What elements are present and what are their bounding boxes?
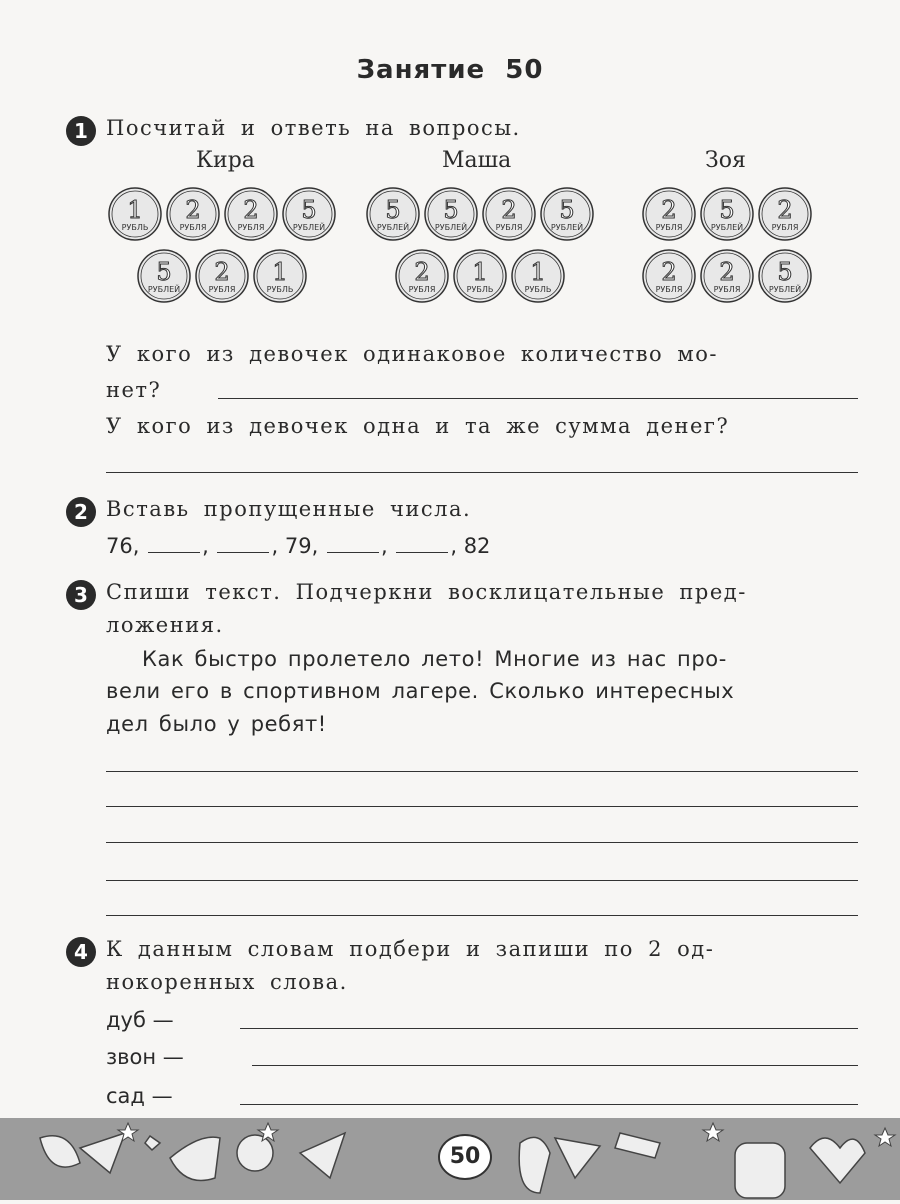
blank[interactable] (327, 552, 379, 553)
task-1-instruction: Посчитай и ответь на вопросы. (106, 116, 521, 140)
coin-value: 1 (472, 258, 488, 286)
coin-value: 5 (385, 196, 401, 224)
task-3-number: 3 (66, 580, 96, 610)
text-line-3: дел было у ребят! (106, 712, 327, 736)
coin-value: 2 (661, 258, 677, 286)
coin-label: РУБЛЬ (121, 223, 149, 232)
coin-label: РУБЛЯ (495, 223, 523, 232)
question-1-line-2: нет? (106, 378, 162, 402)
coin-5-masha (541, 188, 593, 240)
coin-value: 5 (559, 196, 575, 224)
coin-2-masha (396, 250, 448, 302)
comma: , (271, 534, 279, 558)
writing-line[interactable] (106, 842, 858, 843)
name-zoya: Зоя (705, 148, 746, 173)
blank[interactable] (217, 552, 269, 553)
blank[interactable] (148, 552, 200, 553)
coin-value: 2 (185, 196, 201, 224)
coin-label: РУБЛЕЙ (292, 223, 326, 232)
coin-value: 2 (501, 196, 517, 224)
coin-2-zoya (701, 250, 753, 302)
coin-label: РУБЛЕЙ (434, 223, 468, 232)
question-2: У кого из девочек одна и та же сумма денег? (106, 414, 730, 438)
coin-label: РУБЛЕЙ (376, 223, 410, 232)
page-title: Занятие 50 (356, 55, 544, 85)
task-2-instruction: Вставь пропущенные числа. (106, 497, 472, 521)
blank[interactable] (396, 552, 448, 553)
answer-line-sad[interactable] (240, 1104, 858, 1105)
comma: , (380, 534, 388, 558)
task-3-instruction-2: ложения. (106, 613, 224, 637)
coin-5-masha (425, 188, 477, 240)
coin-2-kira (196, 250, 248, 302)
coin-value: 2 (214, 258, 230, 286)
seq-76: 76, (106, 534, 140, 558)
coin-label: РУБЛЯ (655, 285, 683, 294)
coin-label: РУБЛЯ (713, 285, 741, 294)
coin-label: РУБЛЯ (408, 285, 436, 294)
coin-label: РУБЛЕЙ (550, 223, 584, 232)
coin-value: 2 (661, 196, 677, 224)
coin-2-masha (483, 188, 535, 240)
answer-line-zvon[interactable] (252, 1065, 858, 1066)
coin-label: РУБЛЯ (655, 223, 683, 232)
coin-label: РУБЛЕЙ (147, 285, 181, 294)
coin-label: РУБЛЯ (179, 223, 207, 232)
coin-value: 5 (777, 258, 793, 286)
coin-label: РУБЛЬ (466, 285, 494, 294)
task-4-instruction-1: К данным словам подбери и запиши по 2 од- (106, 937, 715, 961)
answer-line-dub[interactable] (240, 1028, 858, 1029)
coin-5-zoya (701, 188, 753, 240)
coin-value: 2 (719, 258, 735, 286)
writing-line[interactable] (106, 915, 858, 916)
word-sad: сад — (106, 1084, 173, 1108)
answer-line-2[interactable] (106, 472, 858, 473)
coin-5-kira (138, 250, 190, 302)
coin-value: 2 (777, 196, 793, 224)
question-1-line-1: У кого из девочек одинаковое количество мо- (106, 342, 718, 366)
seq-79: 79, (284, 534, 319, 558)
coin-label: РУБЛЯ (237, 223, 265, 232)
coin-2-zoya (643, 188, 695, 240)
coin-2-zoya (759, 188, 811, 240)
word-zvon: звон — (106, 1045, 184, 1069)
task-4-number: 4 (66, 937, 96, 967)
coin-label: РУБЛЕЙ (768, 285, 802, 294)
coin-label: РУБЛЯ (771, 223, 799, 232)
coin-2-zoya (643, 250, 695, 302)
coin-2-kira (167, 188, 219, 240)
task-4-instruction-2: нокоренных слова. (106, 970, 348, 994)
task-3-instruction-1: Спиши текст. Подчеркни восклицательные пред- (106, 580, 747, 604)
text-line-1: Как быстро пролетело лето! Многие из нас про- (142, 647, 727, 671)
coin-label: РУБЛЯ (208, 285, 236, 294)
word-dub: дуб — (106, 1008, 174, 1032)
page-number: 50 (438, 1134, 492, 1180)
coin-label: РУБЛЬ (266, 285, 294, 294)
coin-value: 2 (414, 258, 430, 286)
coin-5-kira (283, 188, 335, 240)
coin-label: РУБЛЬ (524, 285, 552, 294)
coin-value: 1 (127, 196, 143, 224)
coin-value: 5 (301, 196, 317, 224)
coin-5-masha (367, 188, 419, 240)
task-1-number: 1 (66, 116, 96, 146)
coin-2-kira (225, 188, 277, 240)
coin-label: РУБЛЕЙ (710, 223, 744, 232)
comma: , (450, 534, 457, 558)
task-2-number: 2 (66, 497, 96, 527)
answer-line-1[interactable] (218, 398, 858, 399)
name-kira: Кира (196, 148, 255, 173)
coins-illustration (0, 0, 900, 340)
writing-line[interactable] (106, 771, 858, 772)
number-sequence (106, 534, 490, 558)
seq-82: 82 (463, 534, 491, 558)
writing-line[interactable] (106, 880, 858, 881)
text-line-2: вели его в спортивном лагере. Сколько интересных (106, 679, 735, 703)
coin-value: 5 (443, 196, 459, 224)
coin-value: 1 (530, 258, 546, 286)
coin-value: 5 (719, 196, 735, 224)
coin-value: 2 (243, 196, 259, 224)
coin-1-masha (512, 250, 564, 302)
comma: , (202, 534, 209, 558)
name-masha: Маша (442, 148, 512, 173)
writing-line[interactable] (106, 806, 858, 807)
coin-1-masha (454, 250, 506, 302)
coin-value: 5 (156, 258, 172, 286)
coin-5-zoya (759, 250, 811, 302)
coin-1-kira (254, 250, 306, 302)
coin-1-kira (109, 188, 161, 240)
coin-value: 1 (272, 258, 288, 286)
